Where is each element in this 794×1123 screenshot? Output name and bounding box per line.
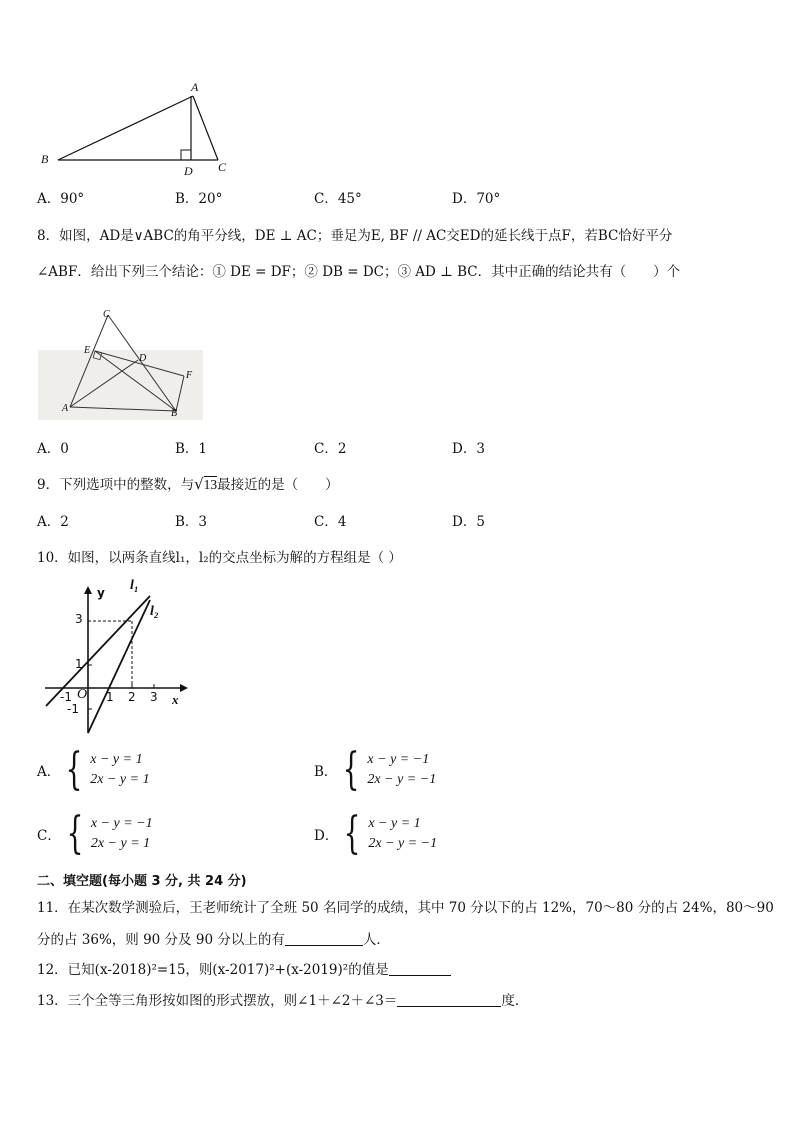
q8-label-e: E [84, 345, 91, 356]
q13-text-before: 13．三个全等三角形按如图的形式摆放，则∠1＋∠2＋∠3＝ [37, 993, 398, 1009]
q10-y-tick-neg1: -1 [67, 702, 79, 716]
q8-label-b: B [171, 408, 178, 419]
q11-question-line1: 11．在某次数学测验后，王老师统计了全班 50 名同学的成绩，其中 70 分以下的占 12%，70～80 分的占 24%，80～90 [37, 900, 774, 916]
q12-answer-blank[interactable] [389, 961, 451, 976]
q13-question [37, 989, 528, 1009]
q7-option-b: B．20° [175, 191, 223, 207]
q9-option-b: B．3 [175, 514, 208, 530]
q9-text-after: 最接近的是（ ） [217, 477, 339, 493]
q8-option-d: D．3 [452, 441, 485, 457]
q10-option-b [314, 744, 437, 795]
q11-answer-blank[interactable] [285, 931, 363, 946]
q8-question-line1: 8．如图，AD是∨ABC的角平分线，DE ⊥ AC；垂足为E, BF // AC交ED的延长线于点F，若BC恰好平分 [37, 228, 673, 244]
q10-option-d-letter: D． [314, 828, 339, 844]
q8-question-line2: ∠ABF．给出下列三个结论：① DE = DF；② DB = DC；③ AD ⊥ BC．其中正确的结论共有（ ）个 [37, 264, 681, 280]
q7-triangle-figure [36, 78, 236, 178]
q11-text-before: 分的占 36%，则 90 分及 90 分以上的有 [37, 932, 285, 948]
q10-x-tick-1: 1 [106, 690, 114, 704]
q10-option-a-eq2: 2x − y = 1 [90, 772, 150, 787]
brace-icon: { [65, 744, 83, 795]
q8-label-a: A [62, 403, 69, 414]
q11-text-after: 人． [362, 932, 390, 948]
q8-option-b: B．1 [175, 441, 208, 457]
q11-question-line2 [37, 928, 390, 948]
section2-heading: 二、填空题(每小题 3 分, 共 24 分) [37, 874, 247, 889]
q10-x-tick-3: 3 [150, 690, 158, 704]
q9-question [37, 473, 339, 493]
sqrt-symbol: √ [194, 475, 204, 493]
q10-y-tick-1: 1 [75, 657, 83, 671]
q7-label-c: C [218, 160, 227, 174]
q7-label-b: B [41, 152, 49, 166]
q10-question: 10．如图，以两条直线l₁，l₂的交点坐标为解的方程组是（ ） [37, 550, 402, 566]
q10-line2-label: l₂ [150, 604, 159, 619]
q10-option-b-eq1: x − y = −1 [367, 752, 430, 767]
q13-answer-blank[interactable] [397, 992, 501, 1007]
q10-y-axis-label: y [97, 586, 105, 600]
q10-option-d-eq2: 2x − y = −1 [368, 836, 438, 851]
q10-origin-label: O [77, 687, 88, 702]
q10-option-a-eq1: x − y = 1 [90, 752, 143, 767]
q10-x-tick-neg1: -1 [60, 690, 72, 704]
q10-option-d [314, 808, 438, 859]
q10-option-c [37, 808, 153, 859]
q10-graph [40, 578, 190, 738]
q8-label-d: D [139, 353, 147, 364]
q9-option-a: A．2 [37, 514, 69, 530]
q8-option-c: C．2 [314, 441, 347, 457]
q9-option-c: C．4 [314, 514, 347, 530]
brace-icon: { [66, 808, 84, 859]
q8-label-c: C [103, 309, 110, 320]
q9-radicand: 13 [203, 477, 218, 492]
q7-label-a: A [191, 80, 199, 94]
q10-option-b-letter: B． [314, 764, 338, 780]
q13-text-after: 度． [501, 993, 529, 1009]
q10-line1-label: l₁ [130, 578, 139, 593]
brace-icon: { [343, 808, 361, 859]
q10-y-tick-3: 3 [75, 612, 83, 626]
q10-x-axis-label: x [172, 692, 179, 707]
q10-option-b-eq2: 2x − y = −1 [367, 772, 437, 787]
q10-option-c-eq2: 2x − y = 1 [90, 836, 151, 851]
q7-option-c: C．45° [314, 191, 362, 207]
q9-option-d: D．5 [452, 514, 485, 530]
q12-text: 12．已知(x-2018)²=15，则(x-2017)²+(x-2019)²的值是 [37, 962, 389, 978]
q10-option-c-letter: C． [37, 828, 61, 844]
q7-option-a: A．90° [37, 191, 85, 207]
q10-option-c-eq1: x − y = −1 [90, 816, 153, 831]
q8-option-a: A．0 [37, 441, 69, 457]
q12-question [37, 958, 451, 978]
q10-option-a [37, 744, 150, 795]
q10-option-d-eq1: x − y = 1 [368, 816, 421, 831]
q10-option-a-letter: A． [37, 764, 61, 780]
brace-icon: { [343, 744, 360, 795]
q10-x-tick-2: 2 [128, 690, 136, 704]
q9-text-before: 9．下列选项中的整数，与 [37, 477, 195, 493]
q8-label-f: F [186, 370, 193, 381]
q7-option-d: D．70° [452, 191, 501, 207]
q7-label-d: D [184, 164, 193, 178]
